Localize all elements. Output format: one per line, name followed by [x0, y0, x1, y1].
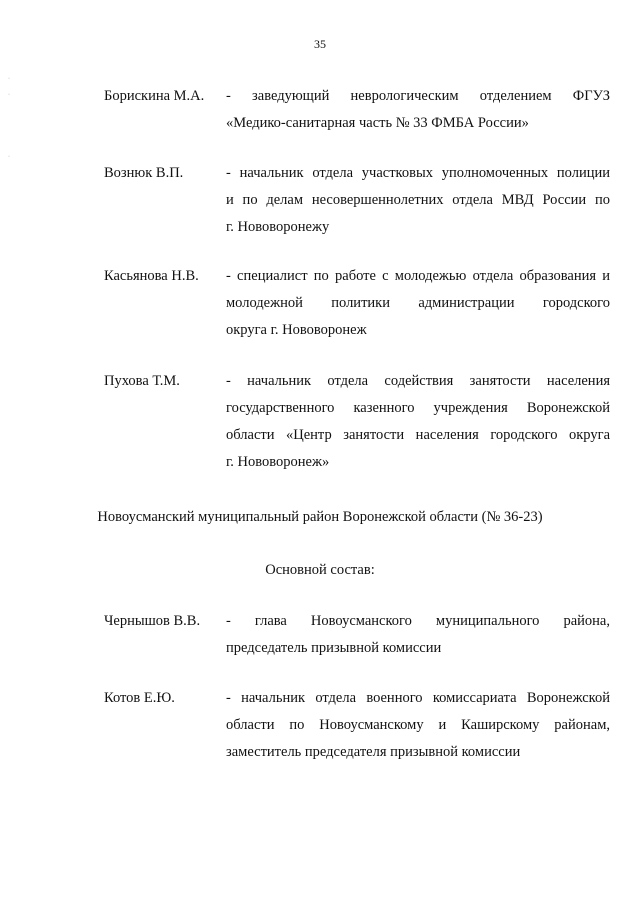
role-line: округа г. Нововоронеж [226, 322, 367, 338]
member-name: Вознюк В.П. [104, 165, 184, 181]
member-name: Чернышов В.В. [104, 613, 201, 629]
role-line: и по делам несовершеннолетних отдела МВД России по [226, 192, 610, 208]
district-heading: Новоусманский муниципальный район Воронежской области (№ 36-23) [97, 509, 543, 525]
margin-mark: · [8, 92, 10, 98]
member-name: Касьянова Н.В. [104, 268, 199, 284]
member-role [226, 608, 610, 662]
member-role [226, 83, 610, 137]
member-name: Котов Е.Ю. [104, 690, 175, 706]
role-line: председатель призывной комиссии [226, 640, 442, 656]
role-line: г. Нововоронежу [226, 219, 330, 235]
role-line: - глава Новоусманского муниципального района, [226, 613, 610, 629]
role-line: заместитель председателя призывной комиссии [226, 744, 521, 760]
member-role [226, 263, 610, 344]
role-line: области «Центр занятости населения городского округа [226, 427, 610, 443]
role-line: г. Нововоронеж» [226, 454, 330, 470]
member-name: Борискина М.А. [104, 88, 205, 104]
role-line: - начальник отдела участковых уполномоченных полиции [226, 165, 610, 181]
composition-heading: Основной состав: [265, 562, 375, 578]
role-line: - начальник отдела военного комиссариата Воронежской [226, 690, 610, 706]
role-line: - специалист по работе с молодежью отдела образования и [226, 268, 610, 284]
role-line: молодежной политики администрации городского [226, 295, 610, 311]
member-role [226, 685, 610, 766]
margin-mark: · [8, 154, 10, 160]
margin-mark: · [8, 76, 10, 82]
member-role [226, 368, 610, 476]
role-line: - заведующий неврологическим отделением ФГУЗ [226, 88, 610, 104]
member-role [226, 160, 610, 241]
member-name: Пухова Т.М. [104, 373, 180, 389]
page-number: 35 [314, 37, 326, 51]
role-line: «Медико-санитарная часть № 33 ФМБА России» [226, 115, 529, 131]
role-line: - начальник отдела содействия занятости населения [226, 373, 610, 389]
role-line: области по Новоусманскому и Каширскому районам, [226, 717, 610, 733]
role-line: государственного казенного учреждения Воронежской [226, 400, 610, 416]
